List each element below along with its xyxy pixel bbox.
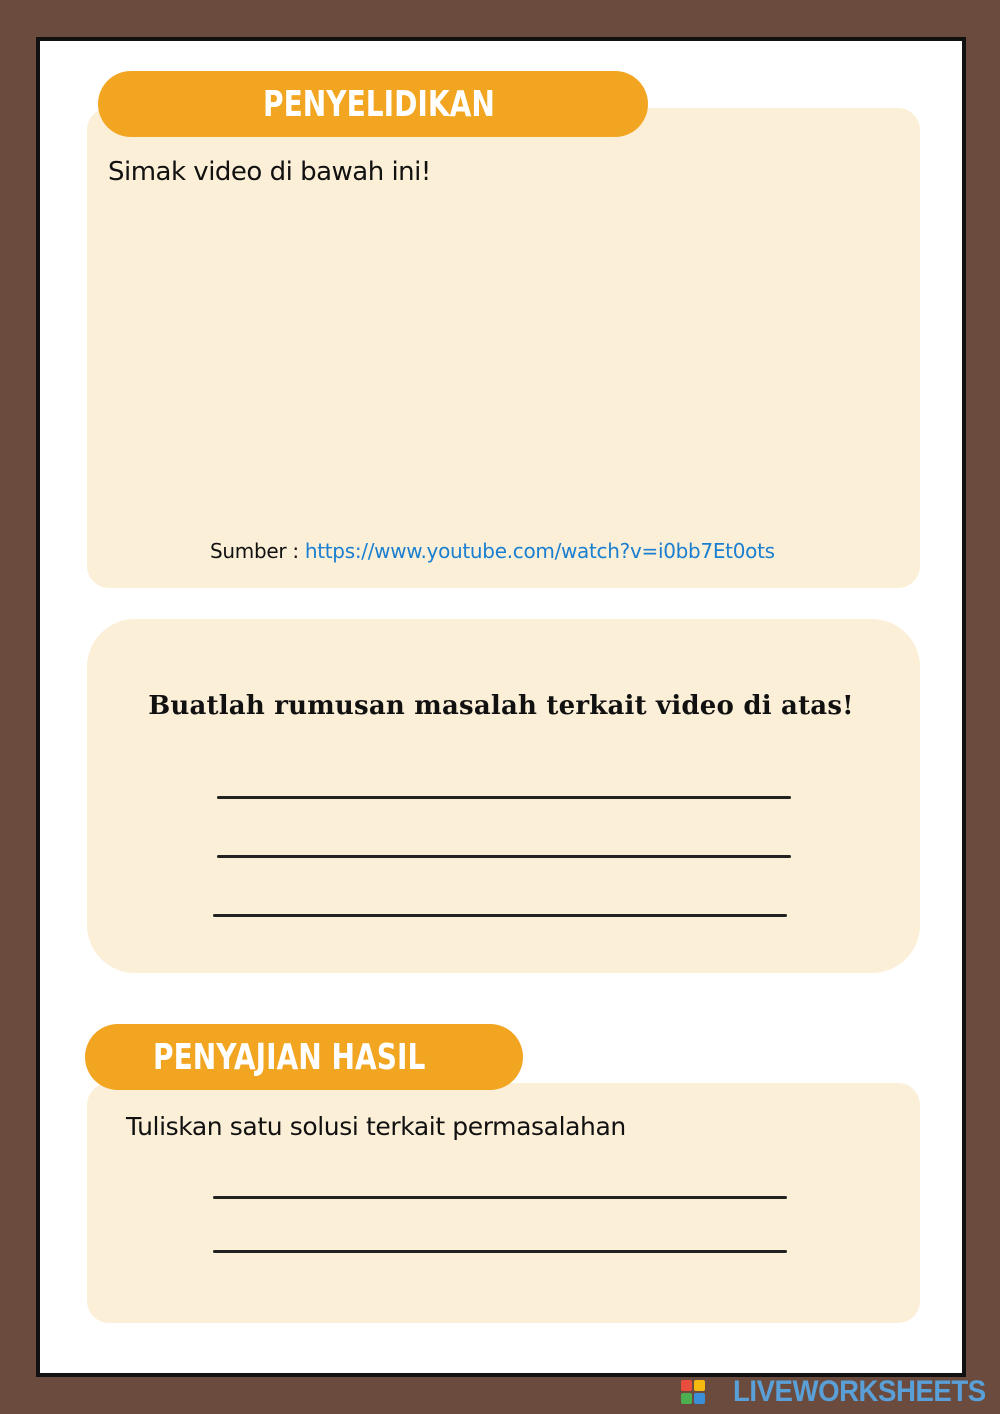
video-source xyxy=(210,539,775,563)
liveworksheets-watermark xyxy=(681,1375,986,1409)
problem-question: Buatlah rumusan masalah terkait video di atas! xyxy=(148,691,854,721)
answer-line-1[interactable] xyxy=(217,796,791,799)
source-link[interactable]: https://www.youtube.com/watch?v=i0bb7Et0ots xyxy=(304,539,775,563)
investigation-heading-text: PENYELIDIKAN xyxy=(263,83,495,125)
video-instruction: Simak video di bawah ini! xyxy=(108,157,431,187)
watermark-text: LIVEWORKSHEETS xyxy=(733,1375,986,1408)
results-heading xyxy=(85,1024,523,1090)
answer-line-2[interactable] xyxy=(217,855,791,858)
solution-line-2[interactable] xyxy=(213,1250,787,1253)
investigation-heading xyxy=(98,71,648,137)
liveworksheets-logo-icon xyxy=(681,1380,705,1404)
results-heading-text: PENYAJIAN HASIL xyxy=(153,1036,426,1078)
solution-instruction: Tuliskan satu solusi terkait permasalahan xyxy=(126,1112,626,1141)
worksheet-page xyxy=(36,37,966,1377)
solution-line-1[interactable] xyxy=(213,1196,787,1199)
answer-line-3[interactable] xyxy=(213,914,787,917)
source-label: Sumber : xyxy=(210,539,305,563)
